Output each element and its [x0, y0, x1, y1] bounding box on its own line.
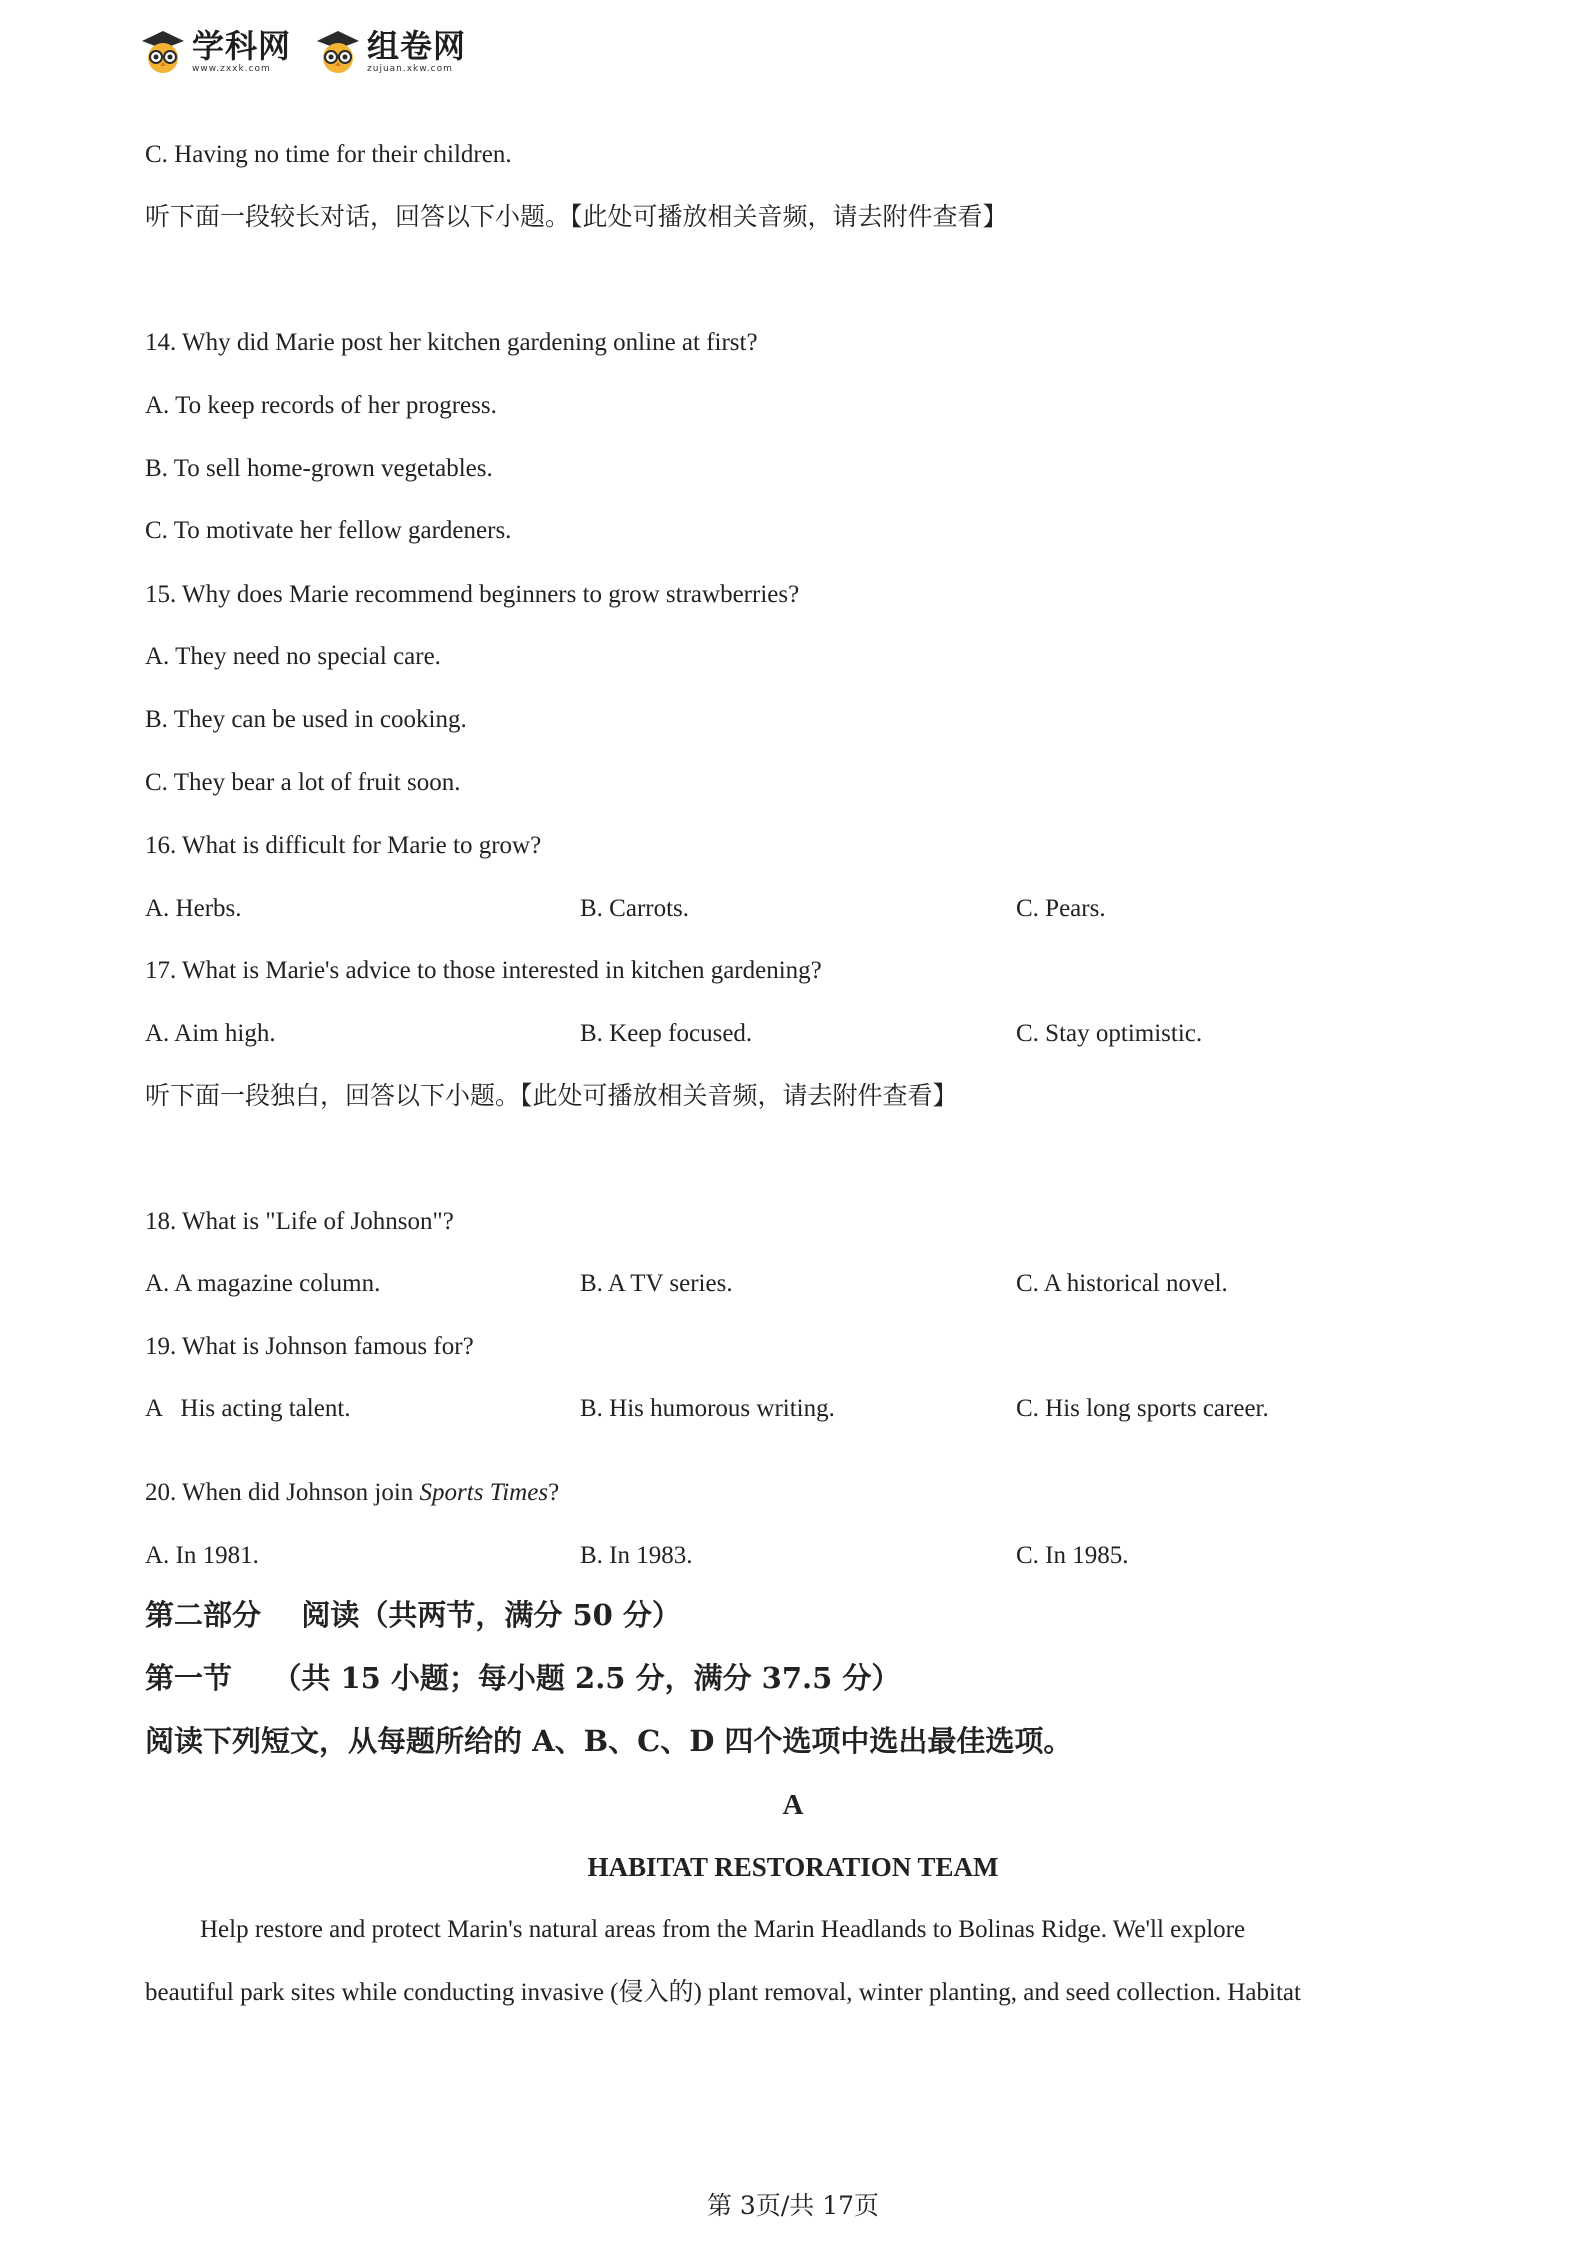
question-17: 17. What is Marie's advice to those interested in kitchen gardening?: [145, 957, 822, 984]
passage-title: HABITAT RESTORATION TEAM: [587, 1852, 999, 1882]
question-15: 15. Why does Marie recommend beginners to grow strawberries?: [145, 581, 800, 608]
q19-option-c: C. His long sports career.: [1016, 1395, 1269, 1422]
q20-text: 20. When did Johnson join: [145, 1479, 420, 1506]
q19-option-a: A His acting talent.: [145, 1395, 351, 1422]
logo-url: zujuan.xkw.com: [367, 64, 453, 74]
owl-logo-icon: [140, 29, 186, 75]
q16-option-b: B. Carrots.: [580, 895, 690, 922]
header-logos: [140, 22, 466, 82]
q20-italic-title: Sports Times: [419, 1479, 549, 1506]
logo-url: www.zxxk.com: [192, 64, 271, 74]
part2-title: 第二部分 阅读（共两节，满分 50 分）: [145, 1598, 681, 1632]
q20-option-c: C. In 1985.: [1016, 1542, 1129, 1569]
q17-option-c: C. Stay optimistic.: [1016, 1020, 1203, 1047]
q14-option-b: B. To sell home-grown vegetables.: [145, 455, 493, 482]
passage-line-1: Help restore and protect Marin's natural areas from the Marin Headlands to Bolinas Ridge. We'll explore: [200, 1916, 1246, 1943]
owl-logo-icon: [315, 29, 361, 75]
question-19: 19. What is Johnson famous for?: [145, 1333, 474, 1360]
q20-option-a: A. In 1981.: [145, 1542, 259, 1569]
part2-section1-title: 第一节 （共 15 小题；每小题 2.5 分，满分 37.5 分）: [145, 1661, 901, 1695]
logo-zujuan[interactable]: [315, 29, 466, 75]
passage-line-2: beautiful park sites while conducting invasive (侵入的) plant removal, winter planting, and seed collection. Habitat: [145, 1979, 1301, 2006]
logo-name: 学科网: [192, 27, 292, 65]
logo-zxxk[interactable]: [140, 29, 291, 75]
q18-option-c: C. A historical novel.: [1016, 1270, 1228, 1297]
q15-option-a: A. They need no special care.: [145, 643, 441, 670]
question-20: [145, 1480, 559, 1505]
q15-option-c: C. They bear a lot of fruit soon.: [145, 769, 461, 796]
passage-letter: A: [782, 1789, 804, 1821]
q19-option-b: B. His humorous writing.: [580, 1395, 835, 1422]
q17-option-b: B. Keep focused.: [580, 1020, 753, 1047]
question-16: 16. What is difficult for Marie to grow?: [145, 832, 542, 859]
monologue-instruction: 听下面一段独白，回答以下小题。【此处可播放相关音频，请去附件查看】: [145, 1081, 958, 1110]
q20-suffix: ?: [548, 1479, 560, 1506]
q15-option-b: B. They can be used in cooking.: [145, 706, 467, 733]
dialogue-instruction: 听下面一段较长对话，回答以下小题。【此处可播放相关音频，请去附件查看】: [145, 202, 1008, 231]
q18-option-a: A. A magazine column.: [145, 1270, 381, 1297]
page-number: 第 3页/共 17页: [706, 2191, 880, 2220]
q14-option-a: A. To keep records of her progress.: [145, 392, 497, 419]
part2-instruction: 阅读下列短文，从每题所给的 A、B、C、D 四个选项中选出最佳选项。: [145, 1724, 1073, 1758]
q20-option-b: B. In 1983.: [580, 1542, 693, 1569]
q14-option-c: C. To motivate her fellow gardeners.: [145, 517, 512, 544]
q16-option-a: A. Herbs.: [145, 895, 242, 922]
question-14: 14. Why did Marie post her kitchen gardening online at first?: [145, 329, 758, 356]
q17-option-a: A. Aim high.: [145, 1020, 276, 1047]
q18-option-b: B. A TV series.: [580, 1270, 733, 1297]
question-18: 18. What is "Life of Johnson"?: [145, 1208, 454, 1235]
q13-option-c: C. Having no time for their children.: [145, 141, 512, 168]
logo-name: 组卷网: [367, 27, 467, 65]
q16-option-c: C. Pears.: [1016, 895, 1106, 922]
